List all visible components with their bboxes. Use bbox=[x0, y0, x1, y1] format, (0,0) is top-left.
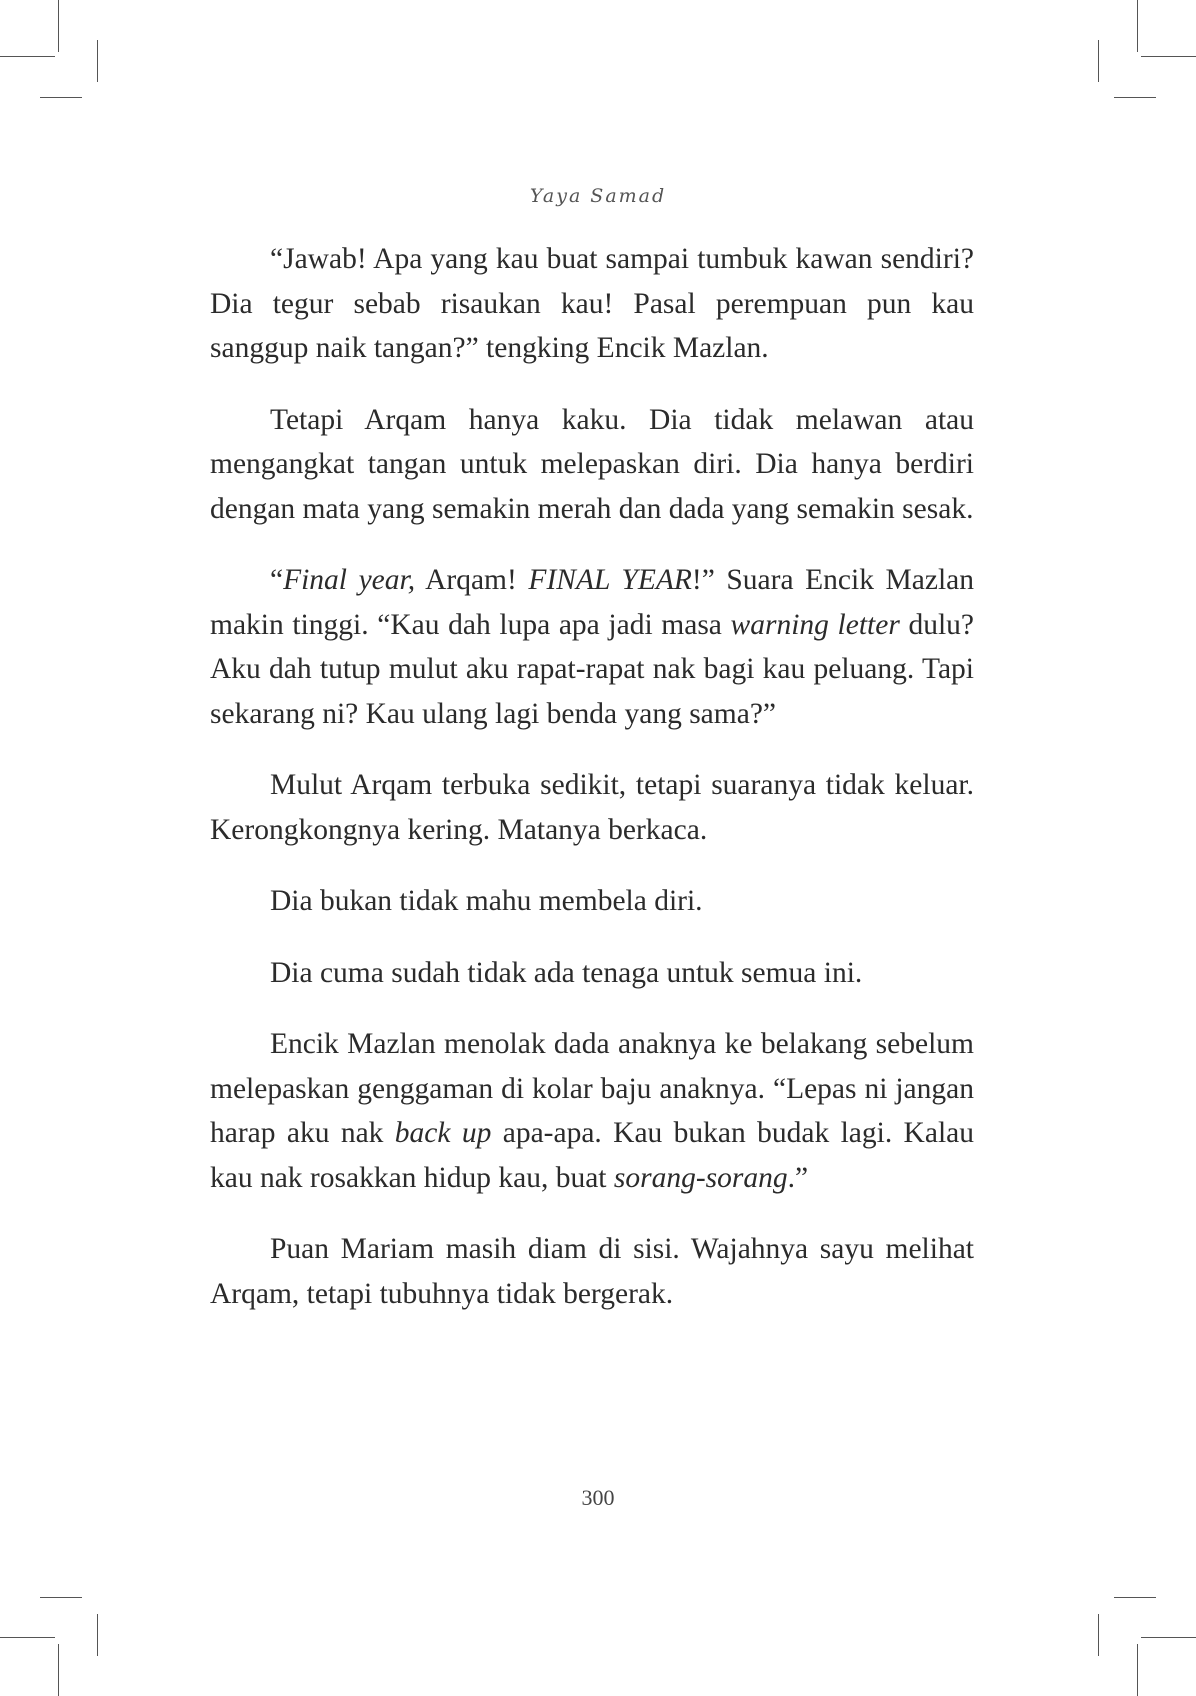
text-run: “ bbox=[270, 564, 284, 596]
crop-mark bbox=[1114, 1597, 1156, 1598]
page-number: 300 bbox=[581, 1485, 615, 1510]
crop-mark bbox=[1098, 40, 1099, 82]
body-text bbox=[210, 237, 974, 1343]
crop-mark bbox=[1141, 1637, 1196, 1638]
paragraph bbox=[210, 237, 974, 371]
text-run: !” Suara Encik Mazlan makin tinggi. “Kau dah lupa apa jadi masa bbox=[210, 564, 974, 641]
paragraph bbox=[210, 398, 974, 532]
paragraph bbox=[210, 879, 974, 924]
crop-mark bbox=[58, 0, 59, 52]
crop-mark bbox=[1114, 97, 1156, 98]
italic-run: Final year, bbox=[283, 564, 416, 596]
running-header: Yaya Samad bbox=[529, 185, 667, 207]
paragraph bbox=[210, 763, 974, 852]
crop-mark bbox=[0, 56, 55, 57]
italic-run: back up bbox=[394, 1117, 492, 1149]
text-run: .” bbox=[787, 1161, 809, 1194]
text-run: Encik Mazlan menolak dada anaknya ke belakang sebelum melepaskan genggaman di kolar baju anaknya. “Lepas ni jangan harap aku nak bbox=[210, 1028, 974, 1149]
crop-mark bbox=[1137, 0, 1138, 52]
text-run: Arqam! bbox=[415, 564, 529, 596]
crop-mark bbox=[40, 97, 82, 98]
paragraph bbox=[210, 1227, 974, 1316]
paragraph bbox=[210, 1022, 974, 1200]
crop-mark bbox=[58, 1644, 59, 1696]
crop-mark bbox=[97, 1614, 98, 1656]
text-run: Mulut Arqam terbuka sedikit, tetapi suaranya tidak keluar. Kerongkongnya kering. Matanya berkaca. bbox=[210, 769, 974, 846]
crop-mark bbox=[1098, 1614, 1099, 1656]
text-run: Puan Mariam masih diam di sisi. Wajahnya sayu melihat Arqam, tetapi tubuhnya tidak bergerak. bbox=[210, 1233, 974, 1310]
italic-run: warning letter bbox=[730, 608, 900, 641]
paragraph bbox=[210, 951, 974, 996]
crop-mark bbox=[1137, 1644, 1138, 1696]
crop-mark bbox=[40, 1597, 82, 1598]
italic-run: FINAL YEAR bbox=[528, 564, 692, 596]
text-run: Dia bukan tidak mahu membela diri. bbox=[270, 885, 703, 917]
text-run: “Jawab! Apa yang kau buat sampai tumbuk kawan sendiri? Dia tegur sebab risaukan kau! Pasal perempuan pun kau sanggup naik tangan?” tengking Encik Mazlan. bbox=[210, 243, 974, 364]
italic-run: sorang-sorang bbox=[613, 1161, 788, 1194]
text-run: dulu? Aku dah tutup mulut aku rapat-rapat nak bagi kau peluang. Tapi sekarang ni? Kau ulang lagi benda yang sama?” bbox=[210, 608, 975, 730]
crop-mark bbox=[97, 40, 98, 82]
crop-mark bbox=[0, 1637, 55, 1638]
text-run: apa-apa. Kau bukan budak lagi. Kalau kau nak rosakkan hidup kau, buat bbox=[210, 1117, 974, 1194]
text-run: Tetapi Arqam hanya kaku. Dia tidak melawan atau mengangkat tangan untuk melepaskan diri. Dia hanya berdiri dengan mata yang semakin merah dan dada yang semakin sesak. bbox=[210, 403, 974, 525]
crop-mark bbox=[1141, 56, 1196, 57]
text-run: Dia cuma sudah tidak ada tenaga untuk semua ini. bbox=[270, 956, 863, 989]
paragraph bbox=[210, 558, 974, 736]
